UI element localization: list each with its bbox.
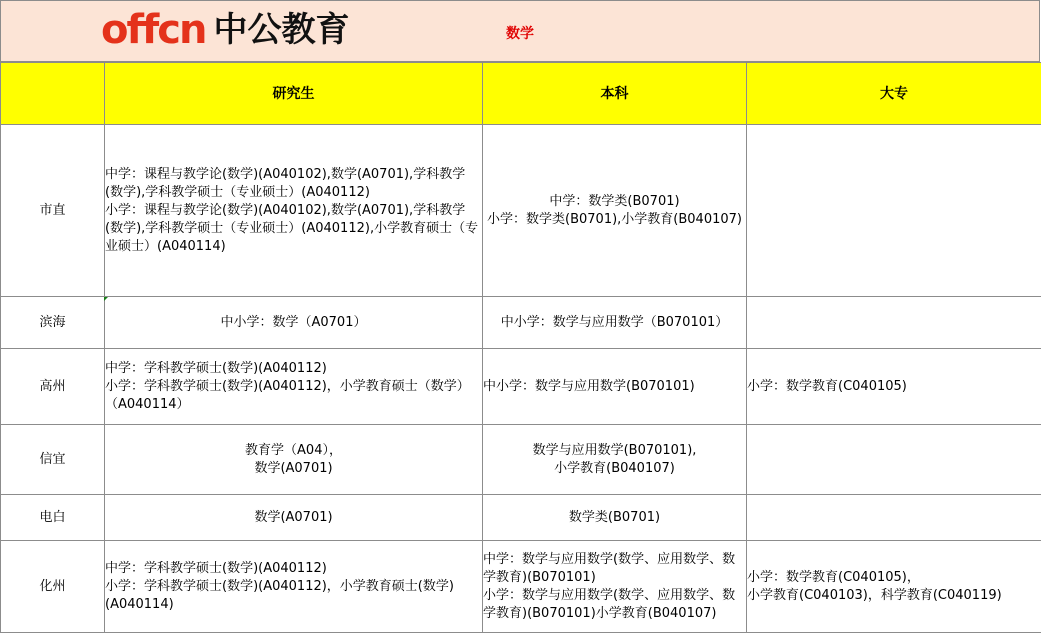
undergrad-cell: 中小学：数学与应用数学（B070101） xyxy=(500,314,729,330)
undergrad-cell: 中学：数学与应用数学(数学、应用数学、数学教育)(B070101) 小学：数学与应用数学(数学、应用数学、数学教育)(B070101)小学教育(B040107) xyxy=(483,551,736,621)
undergrad-cell: 数学类(B0701) xyxy=(568,509,661,525)
college-cell: 小学：数学教育(C040105)， 小学教育(C040103)，科学教育(C040119) xyxy=(747,569,1002,603)
offcn-logo xyxy=(101,7,349,53)
table-row xyxy=(1,541,1041,633)
postgrad-cell: 教育学（A04）， 数学(A0701) xyxy=(245,442,342,476)
title-banner xyxy=(0,0,1040,62)
header-cell-undergrad: 本科 xyxy=(483,63,747,125)
city-cell: 电白 xyxy=(1,495,105,541)
postgrad-cell: 中学：课程与教学论(数学)(A040102),数学(A0701),学科教学(数学),学科教学硕士（专业硕士）(A040112) 小学：课程与教学论(数学)(A040102),数学(A0701),学科教学(数学),学科教学硕士（专业硕士）(A040112),小学教育硕士（专业硕士）(A040114) xyxy=(105,166,479,254)
postgrad-cell: 数学(A0701) xyxy=(254,509,333,525)
table-row xyxy=(1,425,1041,495)
city-cell: 高州 xyxy=(1,349,105,425)
city-cell: 信宜 xyxy=(1,425,105,495)
table-header-row xyxy=(1,63,1041,125)
header-cell-postgrad: 研究生 xyxy=(105,63,483,125)
postgrad-cell: 中学：学科教学硕士(数学)(A040112) 小学：学科教学硕士(数学)(A040112)，小学教育硕士（数学）（A040114） xyxy=(105,360,470,412)
city-cell: 市直 xyxy=(1,125,105,297)
postgrad-cell: 中小学：数学（A0701） xyxy=(220,314,367,330)
header-cell-college: 大专 xyxy=(747,63,1041,125)
city-cell: 化州 xyxy=(1,541,105,633)
undergrad-cell: 中学：数学类(B0701) 小学：数学类(B0701),小学教育(B040107) xyxy=(487,193,742,227)
document-title: 数学 xyxy=(506,26,534,42)
undergrad-cell: 中小学：数学与应用数学(B070101) xyxy=(483,378,695,394)
cell-comment-marker xyxy=(104,297,108,301)
table-row xyxy=(1,297,1041,349)
table-row xyxy=(1,349,1041,425)
college-cell: 小学：数学教育(C040105) xyxy=(747,378,907,394)
requirements-table xyxy=(0,62,1041,633)
undergrad-cell: 数学与应用数学(B070101), 小学教育(B040107) xyxy=(532,442,697,476)
table-row xyxy=(1,125,1041,297)
logo-text-cn: 中公教育 xyxy=(213,10,350,50)
city-cell: 滨海 xyxy=(1,297,105,349)
logo-text-en: offcn xyxy=(101,7,206,53)
header-cell-city xyxy=(1,63,105,125)
postgrad-cell: 中学：学科教学硕士(数学)(A040112) 小学：学科教学硕士(数学)(A040112)，小学教育硕士(数学)(A040114) xyxy=(105,560,454,612)
table-row xyxy=(1,495,1041,541)
